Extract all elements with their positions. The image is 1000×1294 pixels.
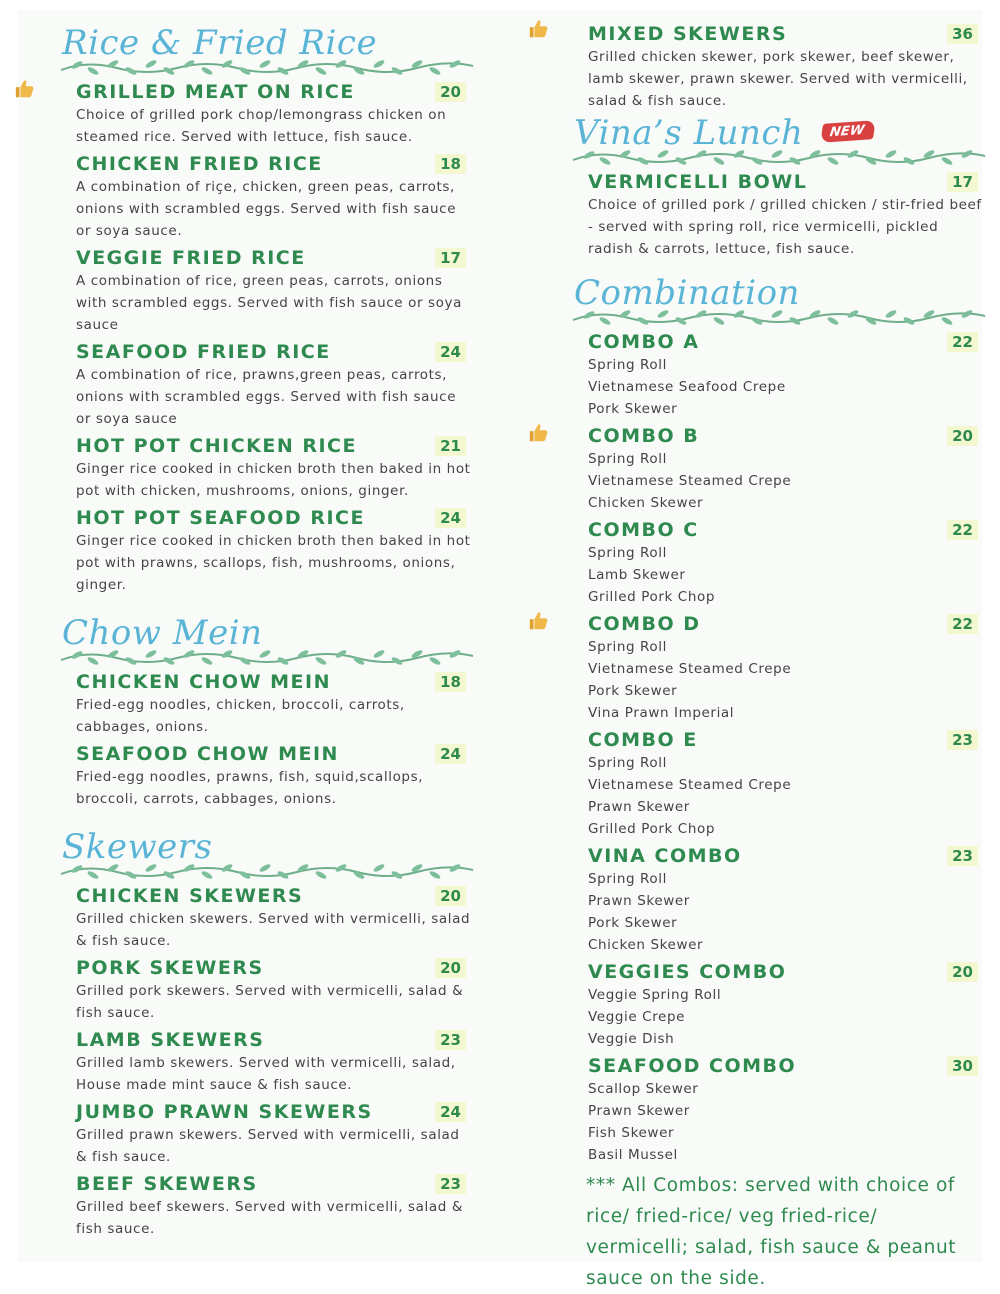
item-name: SEAFOOD FRIED RICE	[76, 341, 331, 363]
item-name: COMBO B	[588, 425, 700, 447]
item-price: 18	[435, 672, 466, 692]
combo-contents	[588, 984, 986, 1050]
item-price: 20	[435, 82, 466, 102]
section-title: Chow Mein	[62, 613, 263, 653]
combo-line: Spring Roll	[588, 871, 667, 887]
item-description: A combination of riçe, chicken, green peas, carrots, onions with scrambled eggs. Served with fish sauce or soya sauce.	[76, 179, 457, 239]
item-name: LAMB SKEWERS	[76, 1029, 265, 1051]
menu-item-veggie-fried-rice	[54, 246, 474, 336]
section-rice	[54, 24, 474, 596]
combo-line: Spring Roll	[588, 639, 667, 655]
item-price: 24	[435, 508, 466, 528]
item-price: 24	[435, 342, 466, 362]
combo-line: Grilled Pork Chop	[588, 821, 716, 837]
combo-line: Prawn Skewer	[588, 1103, 690, 1119]
item-name: PORK SKEWERS	[76, 957, 264, 979]
item-name: CHICKEN FRIED RICE	[76, 153, 323, 175]
combo-line: Lamb Skewer	[588, 567, 686, 583]
item-price: 23	[435, 1174, 466, 1194]
combo-contents	[588, 752, 986, 840]
item-price: 24	[435, 744, 466, 764]
item-description: Grilled chicken skewer, pork skewer, beef skewer, lamb skewer, prawn skewer. Served with vermicelli, salad & fish sauce.	[588, 49, 968, 109]
section-title: Rice & Fried Rice	[62, 23, 378, 63]
left-column	[54, 24, 474, 1244]
combo-line: Veggie Crepe	[588, 1009, 686, 1025]
combo-line: Veggie Spring Roll	[588, 987, 722, 1003]
item-name: CHICKEN CHOW MEIN	[76, 671, 332, 693]
menu-item-pork-skewers	[54, 956, 474, 1024]
item-description: Fried-egg noodles, prawns, fish, squid,scallops, broccoli, carrots, cabbages, onions.	[76, 769, 424, 807]
thumbs-up-icon	[528, 18, 550, 40]
combo-note: *** All Combos: served with choice of rice/ fried-rice/ veg fried-rice/ vermicelli; salad, fish sauce & peanut sauce on the side.	[586, 1175, 957, 1289]
combo-contents	[588, 542, 986, 608]
seafood-combo	[566, 1054, 986, 1166]
combo-line: Grilled Pork Chop	[588, 589, 716, 605]
combo-a	[566, 330, 986, 420]
section-skewers	[54, 828, 474, 1240]
combo-contents	[588, 1078, 986, 1166]
combo-line: Spring Roll	[588, 755, 667, 771]
menu-item-grilled-meat-on-rice	[54, 80, 474, 148]
item-description: Ginger rice cooked in chicken broth then baked in hot pot with chicken, mushrooms, onions, ginger.	[76, 461, 471, 499]
combo-contents	[588, 636, 986, 724]
item-name: JUMBO PRAWN SKEWERS	[76, 1101, 373, 1123]
combo-line: Pork Skewer	[588, 915, 678, 931]
item-description: A combination of rice, prawns,green peas, carrots, onions with scrambled eggs. Served with fish sauce or soya sauce	[76, 367, 457, 427]
item-name: COMBO D	[588, 613, 701, 635]
menu-item-hot-pot-chicken-rice	[54, 434, 474, 502]
menu-item-lamb-skewers	[54, 1028, 474, 1096]
menu-item-chicken-chow-mein	[54, 670, 474, 738]
item-price: 36	[947, 24, 978, 44]
item-name: VEGGIE FRIED RICE	[76, 247, 306, 269]
menu-item-chicken-skewers	[54, 884, 474, 952]
menu-item-hot-pot-seafood-rice	[54, 506, 474, 596]
item-price: 22	[947, 332, 978, 352]
item-description: Fried-egg noodles, chicken, broccoli, carrots, cabbages, onions.	[76, 697, 405, 735]
item-name: CHICKEN SKEWERS	[76, 885, 304, 907]
thumbs-up-icon	[528, 422, 550, 444]
combo-line: Vietnamese Steamed Crepe	[588, 661, 792, 677]
combo-c	[566, 518, 986, 608]
combo-line: Prawn Skewer	[588, 799, 690, 815]
item-name: VERMICELLI BOWL	[588, 171, 808, 193]
thumbs-up-icon	[14, 78, 36, 100]
menu-page	[18, 10, 982, 1289]
item-price: 20	[947, 962, 978, 982]
combo-line: Prawn Skewer	[588, 893, 690, 909]
combo-contents	[588, 448, 986, 514]
section-title: Combination	[574, 273, 800, 313]
menu-item-seafood-chow-mein	[54, 742, 474, 810]
combo-line: Spring Roll	[588, 451, 667, 467]
combo-line: Scallop Skewer	[588, 1081, 699, 1097]
item-price: 20	[435, 958, 466, 978]
thumbs-up-icon	[528, 610, 550, 632]
item-name: COMBO A	[588, 331, 700, 353]
item-description: Ginger rice cooked in chicken broth then baked in hot pot with prawns, scallops, fish, mushrooms, onions, ginger.	[76, 533, 471, 593]
item-name: VEGGIES COMBO	[588, 961, 787, 983]
combo-e	[566, 728, 986, 840]
combo-contents	[588, 354, 986, 420]
item-description: A combination of rice, green peas, carrots, onions with scrambled eggs. Served with fish sauce or soya sauce	[76, 273, 462, 333]
item-description: Choice of grilled pork / grilled chicken / stir-fried beef - served with spring roll, rice vermicelli, pickled radish & carrots, lettuce, fish sauce.	[588, 197, 982, 257]
item-name: SEAFOOD CHOW MEIN	[76, 743, 339, 765]
combo-line: Fish Skewer	[588, 1125, 675, 1141]
veggies-combo	[566, 960, 986, 1050]
combo-line: Vietnamese Steamed Crepe	[588, 777, 792, 793]
menu-item-chicken-fried-rice	[54, 152, 474, 242]
item-name: COMBO C	[588, 519, 699, 541]
item-description: Grilled prawn skewers. Served with vermicelli, salad & fish sauce.	[76, 1127, 460, 1165]
section-title: Skewers	[62, 827, 213, 867]
section-combination	[566, 274, 986, 1294]
menu-item-seafood-fried-rice	[54, 340, 474, 430]
combo-line: Chicken Skewer	[588, 937, 704, 953]
section-title: Vina’s Lunch	[574, 113, 804, 153]
combo-d	[566, 612, 986, 724]
item-name: COMBO E	[588, 729, 698, 751]
item-price: 17	[435, 248, 466, 268]
menu-item-jumbo-prawn-skewers	[54, 1100, 474, 1168]
item-name: BEEF SKEWERS	[76, 1173, 258, 1195]
item-price: 30	[947, 1056, 978, 1076]
item-price: 20	[947, 426, 978, 446]
item-price: 22	[947, 520, 978, 540]
item-price: 23	[947, 846, 978, 866]
item-price: 20	[435, 886, 466, 906]
combo-line: Veggie Dish	[588, 1031, 675, 1047]
item-name: MIXED SKEWERS	[588, 23, 788, 45]
menu-item-mixed-skewers	[566, 22, 986, 112]
combo-b	[566, 424, 986, 514]
combo-line: Vietnamese Steamed Crepe	[588, 473, 792, 489]
section-lunch	[566, 114, 986, 260]
item-name: GRILLED MEAT ON RICE	[76, 81, 355, 103]
item-description: Grilled pork skewers. Served with vermicelli, salad & fish sauce.	[76, 983, 464, 1021]
item-price: 21	[435, 436, 466, 456]
item-description: Grilled lamb skewers. Served with vermicelli, salad, House made mint sauce & fish sauce.	[76, 1055, 456, 1093]
item-name: SEAFOOD COMBO	[588, 1055, 797, 1077]
right-column	[566, 22, 986, 1294]
item-price: 23	[947, 730, 978, 750]
combo-line: Pork Skewer	[588, 401, 678, 417]
item-description: Choice of grilled pork chop/lemongrass chicken on steamed rice. Served with lettuce, fish sauce.	[76, 107, 447, 145]
combo-line: Vietnamese Seafood Crepe	[588, 379, 786, 395]
combo-line: Pork Skewer	[588, 683, 678, 699]
vina-combo	[566, 844, 986, 956]
item-price: 22	[947, 614, 978, 634]
combo-line: Spring Roll	[588, 545, 667, 561]
item-description: Grilled beef skewers. Served with vermicelli, salad & fish sauce.	[76, 1199, 463, 1237]
item-name: HOT POT SEAFOOD RICE	[76, 507, 365, 529]
item-price: 17	[947, 172, 978, 192]
item-price: 24	[435, 1102, 466, 1122]
combo-line: Chicken Skewer	[588, 495, 704, 511]
menu-item-vermicelli-bowl	[566, 170, 986, 260]
combo-line: Basil Mussel	[588, 1147, 678, 1163]
item-name: VINA COMBO	[588, 845, 742, 867]
item-price: 18	[435, 154, 466, 174]
menu-item-beef-skewers	[54, 1172, 474, 1240]
combo-contents	[588, 868, 986, 956]
combo-line: Spring Roll	[588, 357, 667, 373]
item-description: Grilled chicken skewers. Served with vermicelli, salad & fish sauce.	[76, 911, 471, 949]
item-name: HOT POT CHICKEN RICE	[76, 435, 357, 457]
section-chow-mein	[54, 614, 474, 810]
combo-line: Vina Prawn Imperial	[588, 705, 735, 721]
new-badge: NEW	[821, 120, 876, 143]
item-price: 23	[435, 1030, 466, 1050]
